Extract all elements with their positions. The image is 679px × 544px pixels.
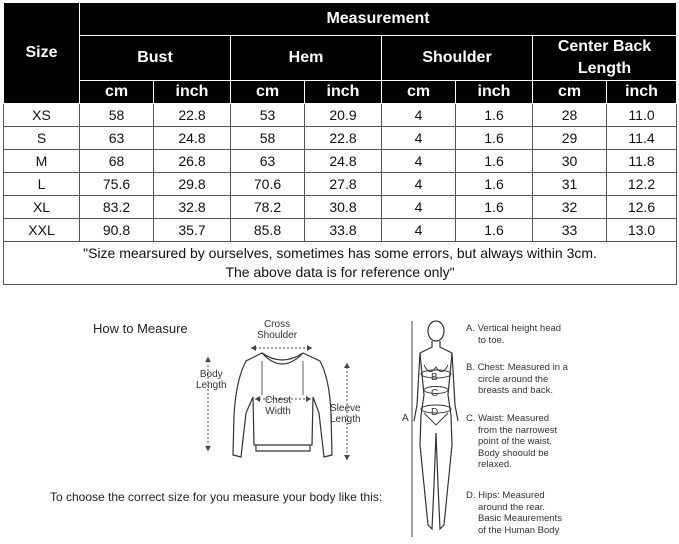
value-cell: 63: [80, 127, 154, 150]
value-cell: 24.8: [305, 150, 382, 173]
value-cell: 83.2: [80, 196, 154, 219]
value-cell: 11.8: [607, 150, 677, 173]
how-to-measure-title: How to Measure: [93, 321, 188, 336]
figure-letter-a: A: [402, 413, 409, 424]
legend-item-a: A. Vertical height head to toe.: [466, 323, 562, 346]
chest-width-label: Chest Width: [265, 395, 292, 417]
figure-letter-d: D: [431, 407, 439, 418]
value-cell: 90.8: [80, 219, 154, 242]
size-chart-table: [3, 2, 677, 285]
table-row: [4, 196, 677, 219]
bust-header: Bust: [80, 36, 231, 81]
value-cell: 1.6: [456, 219, 533, 242]
value-cell: 75.6: [80, 173, 154, 196]
table-row: [4, 150, 677, 173]
table-row: [4, 127, 677, 150]
unit-header: cm: [231, 81, 305, 104]
value-cell: 11.4: [607, 127, 677, 150]
value-cell: 4: [382, 104, 456, 127]
value-cell: 20.9: [305, 104, 382, 127]
value-cell: 85.8: [231, 219, 305, 242]
unit-header: cm: [533, 81, 607, 104]
unit-header: inch: [456, 81, 533, 104]
body-length-label: Body Length: [196, 369, 227, 391]
table-row: [4, 219, 677, 242]
hem-header: Hem: [231, 36, 382, 81]
unit-header: inch: [154, 81, 231, 104]
value-cell: 35.7: [154, 219, 231, 242]
value-cell: 33: [533, 219, 607, 242]
value-cell: 68: [80, 150, 154, 173]
how-to-measure-panel: [0, 305, 679, 544]
note-line-2: The above data is for reference only": [225, 264, 455, 280]
body-figure: [414, 321, 458, 529]
unit-header: cm: [80, 81, 154, 104]
size-cell: XL: [4, 196, 80, 219]
unit-header: inch: [607, 81, 677, 104]
value-cell: 1.6: [456, 127, 533, 150]
value-cell: 27.8: [305, 173, 382, 196]
figure-letter-c: C: [431, 388, 439, 399]
value-cell: 12.6: [607, 196, 677, 219]
legend-item-c: C. Waist: Measured from the narrowest point of the waist. Body shoould be relaxed.: [466, 413, 558, 470]
value-cell: 4: [382, 219, 456, 242]
value-cell: 24.8: [154, 127, 231, 150]
value-cell: 58: [231, 127, 305, 150]
value-cell: 53: [231, 104, 305, 127]
value-cell: 58: [80, 104, 154, 127]
measure-instruction: To choose the correct size for you measure your body like this:: [50, 490, 383, 504]
size-cell: XS: [4, 104, 80, 127]
value-cell: 11.0: [607, 104, 677, 127]
value-cell: 22.8: [305, 127, 382, 150]
value-cell: 22.8: [154, 104, 231, 127]
size-header: Size: [4, 3, 80, 104]
value-cell: 4: [382, 173, 456, 196]
figure-letter-b: B: [431, 372, 438, 383]
unit-header: cm: [382, 81, 456, 104]
table-row: [4, 173, 677, 196]
value-cell: 32.8: [154, 196, 231, 219]
size-cell: M: [4, 150, 80, 173]
value-cell: 33.8: [305, 219, 382, 242]
legend-item-d: D. Hips: Measured around the rear. Basic Meaurements of the Human Body: [466, 490, 562, 536]
cross-shoulder-label: Cross Shoulder: [257, 319, 298, 341]
value-cell: 4: [382, 127, 456, 150]
value-cell: 4: [382, 196, 456, 219]
size-cell: S: [4, 127, 80, 150]
note-line-1: "Size mearsured by ourselves, sometimes has some errors, but always within 3cm.: [83, 245, 597, 261]
measurement-header: Measurement: [80, 3, 677, 36]
value-cell: 30.8: [305, 196, 382, 219]
value-cell: 29.8: [154, 173, 231, 196]
sleeve-length-label: Sleeve Length: [330, 403, 361, 425]
value-cell: 26.8: [154, 150, 231, 173]
value-cell: 1.6: [456, 104, 533, 127]
value-cell: 70.6: [231, 173, 305, 196]
table-note: [4, 242, 677, 285]
value-cell: 30: [533, 150, 607, 173]
unit-header: inch: [305, 81, 382, 104]
value-cell: 1.6: [456, 150, 533, 173]
table-note-row: [4, 242, 677, 285]
value-cell: 12.2: [607, 173, 677, 196]
shoulder-header: Shoulder: [382, 36, 533, 81]
value-cell: 1.6: [456, 173, 533, 196]
center-back-length-header: Center Back Length: [533, 36, 677, 81]
value-cell: 78.2: [231, 196, 305, 219]
value-cell: 13.0: [607, 219, 677, 242]
value-cell: 29: [533, 127, 607, 150]
size-cell: L: [4, 173, 80, 196]
value-cell: 31: [533, 173, 607, 196]
size-cell: XXL: [4, 219, 80, 242]
value-cell: 28: [533, 104, 607, 127]
value-cell: 4: [382, 150, 456, 173]
legend-item-b: B. Chest: Measured in a circle around the breasts and back.: [466, 362, 568, 396]
table-row: [4, 104, 677, 127]
value-cell: 1.6: [456, 196, 533, 219]
value-cell: 63: [231, 150, 305, 173]
value-cell: 32: [533, 196, 607, 219]
